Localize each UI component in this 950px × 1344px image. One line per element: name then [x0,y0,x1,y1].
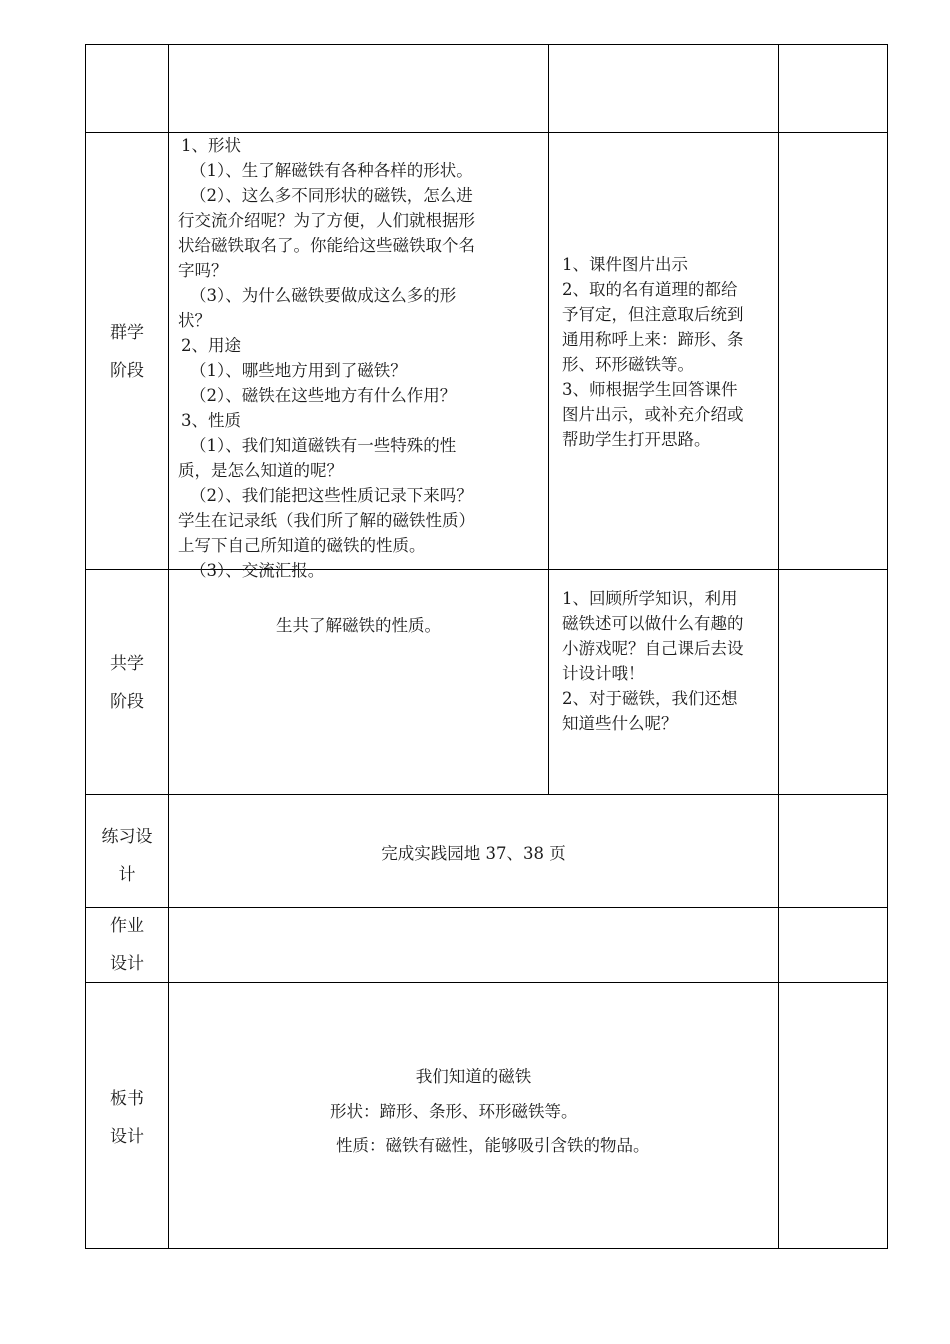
content-line: （2）、磁铁在这些地方有什么作用？ [190,386,457,405]
board-label-line2: 设计 [110,1127,144,1147]
shared-stage-teacher-notes [562,586,776,736]
note-line: 磁铁述可以做什么有趣的 [562,614,744,633]
note-line: 图片出示，或补充介绍或 [562,405,744,424]
homework-label-line1: 作业 [110,916,144,936]
col-border [548,44,549,795]
content-line: （1）、哪些地方用到了磁铁？ [190,361,407,380]
homework-label-line2: 设计 [110,954,144,974]
content-line: （1）、生了解磁铁有各种各样的形状。 [190,161,473,180]
content-line: 状给磁铁取名了。你能给这些磁铁取个名 [178,236,475,255]
content-line: 质，是怎么知道的呢？ [178,461,343,480]
content-line: （1）、我们知道磁铁有一些特殊的性 [190,436,457,455]
note-line: 形、环形磁铁等。 [562,355,694,374]
content-line: 2、用途 [181,336,241,355]
note-line: 2、取的名有道理的都给 [562,280,738,299]
shared-stage-label-line2: 阶段 [110,692,144,712]
content-line: （3）、为什么磁铁要做成这么多的形 [190,286,457,305]
content-line: （2）、这么多不同形状的磁铁，怎么进 [190,186,473,205]
group-stage-label [86,314,168,390]
note-line: 3、师根据学生回答课件 [562,380,738,399]
content-line: 上写下自己所知道的磁铁的性质。 [178,536,426,555]
note-line: 1、回顾所学知识，利用 [562,589,738,608]
note-line: 计设计哦！ [562,664,645,683]
content-line: 状？ [178,311,211,330]
group-stage-teacher-notes [562,252,776,452]
practice-label [86,818,168,894]
shared-stage-content: 生共了解磁铁的性质。 [276,616,441,635]
content-line: 1、形状 [181,136,241,155]
content-line: 字吗？ [178,261,228,280]
practice-label-line2: 计 [118,865,136,885]
row-border [85,44,888,45]
note-line: 帮助学生打开思路。 [562,430,711,449]
shared-stage-label-line1: 共学 [110,654,144,674]
note-line: 小游戏呢？自己课后去设 [562,639,744,658]
row-border [85,1248,888,1249]
note-line: 1、课件图片出示 [562,255,688,274]
shared-stage-label [86,645,168,721]
content-line: 行交流介绍呢？为了方便，人们就根据形 [178,211,475,230]
content-line: 3、性质 [181,411,241,430]
board-title: 我们知道的磁铁 [415,1067,532,1086]
content-line: （3）、交流汇报。 [190,561,325,580]
note-line: 通用称呼上来：蹄形、条 [562,330,744,349]
col-border [778,44,779,1249]
group-stage-label-line2: 阶段 [110,361,144,381]
board-property: 性质：磁铁有磁性，能够吸引含铁的物品。 [336,1136,650,1155]
content-line: 学生在记录纸（我们所了解的磁铁性质） [178,511,475,530]
board-label [86,1080,168,1156]
board-shape: 形状：蹄形、条形、环形磁铁等。 [330,1102,578,1121]
group-stage-label-line1: 群学 [110,323,144,343]
row-border [85,907,888,908]
row-border [85,794,888,795]
group-stage-content [178,133,546,580]
content-line: （2）、我们能把这些性质记录下来吗？ [190,486,473,505]
note-line: 2、对于磁铁，我们还想 [562,689,738,708]
homework-label [86,907,168,983]
col-border [887,44,888,1249]
board-label-line1: 板书 [110,1089,144,1109]
note-line: 知道些什么呢？ [562,714,678,733]
note-line: 予肎定，但注意取后统到 [562,305,744,324]
practice-content: 完成实践园地 37、38 页 [381,844,566,863]
row-border [85,982,888,983]
practice-label-line1: 练习设 [101,827,153,847]
